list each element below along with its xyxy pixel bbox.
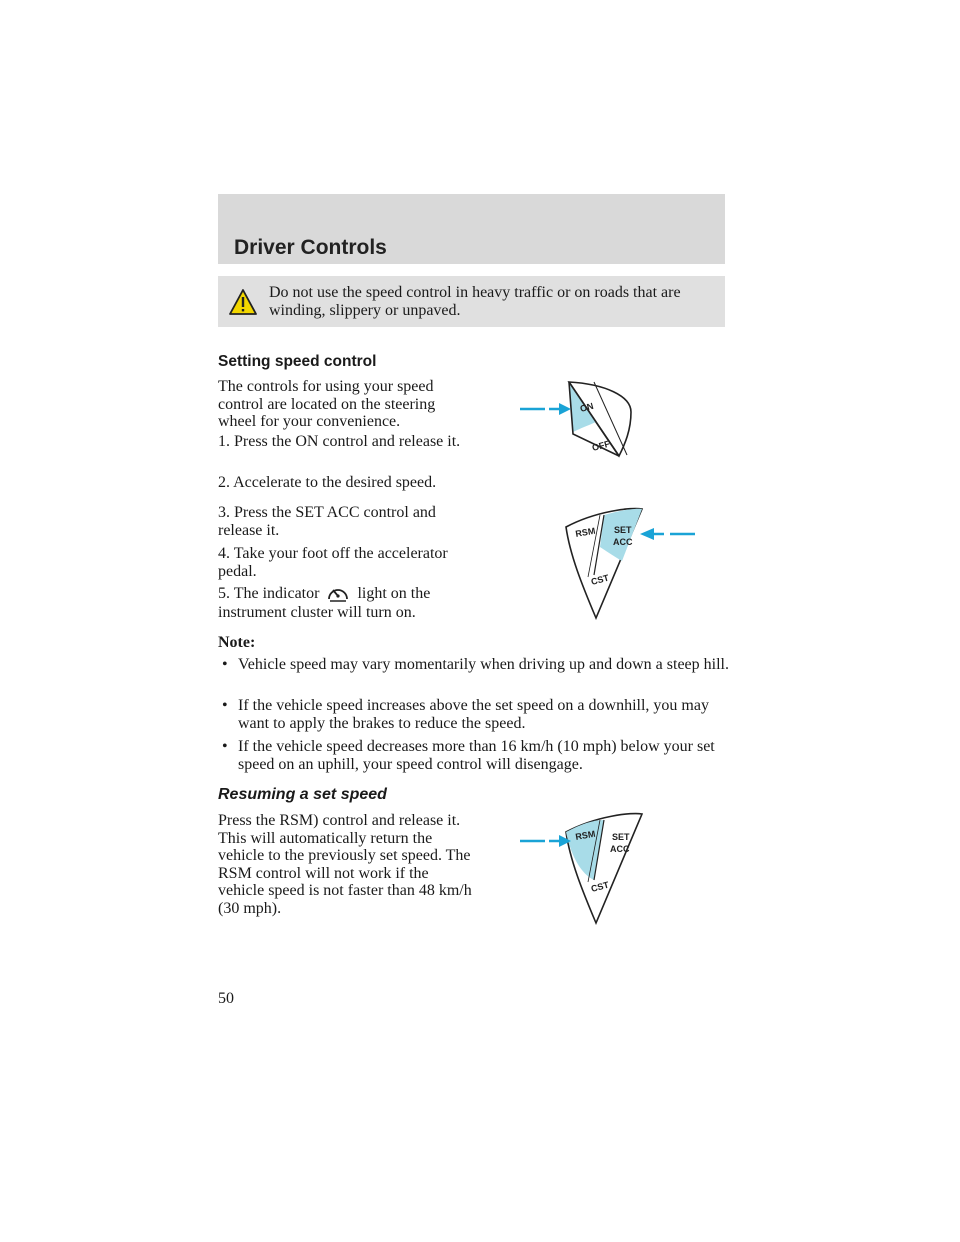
section-heading-setting: Setting speed control: [218, 353, 377, 370]
note-bullet-1: [218, 656, 738, 674]
on-off-control-figure: [515, 378, 645, 458]
header-band: [218, 194, 725, 264]
bullet-glyph: •: [222, 738, 228, 755]
page-title: Driver Controls: [234, 236, 387, 259]
rsm-label: RSM: [574, 828, 597, 842]
rsm-label: RSM: [574, 525, 597, 539]
cst-label: CST: [589, 572, 610, 587]
note-bullet-2: [218, 697, 738, 732]
warning-triangle-icon: [228, 288, 258, 316]
cst-label: CST: [589, 879, 610, 894]
set-label: SET: [612, 832, 630, 842]
warning-box: [218, 276, 725, 327]
note-bullet-text: Vehicle speed may vary momentarily when driving up and down a steep hill.: [238, 656, 729, 673]
set-acc-control-figure: [560, 505, 700, 620]
set-label: SET: [614, 525, 632, 535]
step-5: [218, 584, 473, 622]
note-bullet-3: [218, 738, 738, 773]
acc-label: ACC: [610, 844, 630, 854]
note-label: Note:: [218, 634, 256, 651]
warning-text: Do not use the speed control in heavy traffic or on roads that are winding, slippery or unpaved.: [269, 284, 681, 319]
acc-label: ACC: [613, 537, 633, 547]
resume-text: Press the RSM) control and release it. This will automatically return the vehicle to the previously set speed. The RSM control will not work if the vehicle speed is not faster than 48 km/h (30 mph).: [218, 812, 472, 917]
page-number: 50: [218, 990, 234, 1007]
step-4: 4. Take your foot off the accelerator pedal.: [218, 545, 448, 580]
step-1: 1. Press the ON control and release it.: [218, 433, 461, 450]
on-label: ON: [578, 400, 595, 414]
bullet-glyph: •: [222, 697, 228, 714]
step-5-before: 5. The indicator: [218, 585, 320, 602]
note-bullet-text: If the vehicle speed decreases more than 16 km/h (10 mph) below your set speed on an uphill, your speed control will disengage.: [238, 738, 715, 773]
step-2: 2. Accelerate to the desired speed.: [218, 474, 437, 491]
speedometer-icon: [325, 584, 351, 604]
off-label: OFF: [590, 438, 611, 453]
step-3: 3. Press the SET ACC control and release it.: [218, 504, 436, 539]
step-5-after: light on the instrument cluster will turn on.: [218, 585, 431, 621]
section-heading-resume: Resuming a set speed: [218, 786, 387, 803]
rsm-control-figure: [515, 810, 645, 925]
note-bullet-text: If the vehicle speed increases above the set speed on a downhill, you may want to apply the brakes to reduce the speed.: [238, 697, 709, 732]
setting-intro: The controls for using your speed control are located on the steering wheel for your convenience.: [218, 378, 436, 430]
bullet-glyph: •: [222, 656, 228, 673]
